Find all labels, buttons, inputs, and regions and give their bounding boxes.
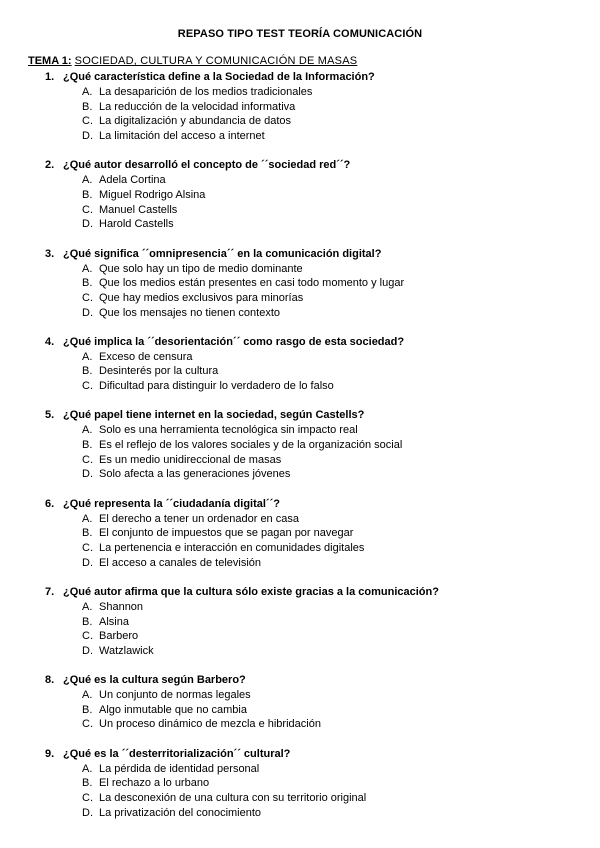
answer-option	[0, 379, 600, 394]
answer-option	[0, 85, 600, 100]
option-letter: A.	[82, 424, 93, 437]
question-number: 9.	[45, 747, 55, 760]
answer-option	[0, 644, 600, 659]
answer-option	[0, 364, 600, 379]
question-text: ¿Qué es la ´´desterritorialización´´ cultural?	[63, 747, 291, 760]
option-text: Desinterés por la cultura	[99, 365, 219, 378]
option-text: Un conjunto de normas legales	[99, 689, 251, 702]
option-text: El rechazo a lo urbano	[99, 777, 210, 790]
answer-option	[0, 717, 600, 732]
option-letter: C.	[82, 630, 93, 643]
option-text: El derecho a tener un ordenador en casa	[99, 512, 299, 525]
option-letter: B.	[82, 615, 93, 628]
option-text: Manuel Castells	[99, 203, 178, 216]
question-heading	[0, 158, 600, 173]
question-4	[0, 335, 600, 394]
question-8	[0, 673, 600, 732]
question-number: 3.	[45, 247, 55, 260]
option-text: Adela Cortina	[99, 174, 166, 187]
option-text: Shannon	[99, 600, 144, 613]
answer-option	[0, 276, 600, 291]
option-letter: B.	[82, 188, 93, 201]
question-9	[0, 747, 600, 821]
option-text: El conjunto de impuestos que se pagan por navegar	[99, 527, 354, 540]
question-heading	[0, 497, 600, 512]
question-text: ¿Qué implica la ´´desorientación´´ como rasgo de esta sociedad?	[63, 335, 405, 348]
option-text: Harold Castells	[99, 218, 174, 231]
option-letter: A.	[82, 262, 93, 275]
answer-option	[0, 791, 600, 806]
option-text: La desconexión de una cultura con su territorio original	[99, 792, 367, 804]
option-text: La pérdida de identidad personal	[99, 762, 260, 775]
option-text: Que solo hay un tipo de medio dominante	[99, 262, 303, 275]
option-letter: D.	[82, 644, 93, 657]
option-text: Que los mensajes no tienen contexto	[99, 306, 281, 319]
option-letter: B.	[82, 527, 93, 540]
question-heading	[0, 408, 600, 423]
answer-option	[0, 423, 600, 438]
option-letter: C.	[82, 380, 93, 393]
section-heading	[28, 55, 357, 67]
option-letter: A.	[82, 600, 93, 613]
option-letter: C.	[82, 792, 93, 804]
option-text: Alsina	[99, 615, 129, 628]
option-text: Miguel Rodrigo Alsina	[99, 188, 206, 201]
question-text: ¿Qué papel tiene internet en la sociedad, según Castells?	[63, 409, 365, 422]
question-6	[0, 497, 600, 571]
section-title: SOCIEDAD, CULTURA Y COMUNICACIÓN DE MASAS	[74, 55, 358, 67]
option-letter: D.	[82, 130, 93, 143]
option-letter: C.	[82, 115, 93, 128]
question-heading	[0, 585, 600, 600]
option-text: Barbero	[99, 630, 139, 643]
answer-option	[0, 114, 600, 129]
answer-option	[0, 762, 600, 777]
option-letter: D.	[82, 218, 93, 231]
answer-option	[0, 600, 600, 615]
answer-option	[0, 703, 600, 718]
option-text: Exceso de censura	[99, 350, 193, 363]
question-number: 7.	[45, 585, 55, 598]
option-letter: D.	[82, 306, 93, 319]
question-text: ¿Qué autor afirma que la cultura sólo existe gracias a la comunicación?	[63, 585, 439, 598]
question-number: 5.	[45, 409, 55, 422]
option-text: Que los medios están presentes en casi todo momento y lugar	[99, 277, 405, 290]
answer-option	[0, 203, 600, 218]
option-letter: A.	[82, 174, 93, 187]
answer-option	[0, 512, 600, 527]
answer-option	[0, 688, 600, 703]
answer-option	[0, 541, 600, 556]
question-number: 2.	[45, 159, 55, 172]
question-text: ¿Qué es la cultura según Barbero?	[63, 674, 246, 687]
page-title: REPASO TIPO TEST TEORÍA COMUNICACIÓN	[177, 28, 423, 40]
option-letter: A.	[82, 512, 93, 525]
answer-option	[0, 526, 600, 541]
option-letter: D.	[82, 556, 93, 569]
option-text: La reducción de la velocidad informativa	[99, 100, 296, 113]
question-text: ¿Qué significa ´´omnipresencia´´ en la comunicación digital?	[63, 247, 382, 260]
answer-option	[0, 100, 600, 115]
option-letter: B.	[82, 365, 93, 378]
answer-option	[0, 806, 600, 821]
question-heading	[0, 70, 600, 85]
question-text: ¿Qué característica define a la Sociedad de la Información?	[63, 71, 375, 83]
option-letter: A.	[82, 689, 93, 702]
option-text: La limitación del acceso a internet	[99, 130, 265, 143]
option-text: La pertenencia e interacción en comunidades digitales	[99, 541, 365, 554]
answer-option	[0, 188, 600, 203]
answer-option	[0, 217, 600, 232]
question-2	[0, 158, 600, 232]
question-heading	[0, 335, 600, 350]
option-letter: B.	[82, 100, 93, 113]
option-letter: C.	[82, 453, 93, 466]
question-number: 8.	[45, 674, 55, 687]
option-text: Es el reflejo de los valores sociales y de la organización social	[99, 439, 403, 451]
question-text: ¿Qué autor desarrolló el concepto de ´´sociedad red´´?	[63, 159, 351, 172]
option-letter: A.	[82, 350, 93, 363]
answer-option	[0, 615, 600, 630]
option-text: Un proceso dinámico de mezcla e hibridación	[99, 718, 321, 731]
option-text: La privatización del conocimiento	[99, 806, 262, 819]
answer-option	[0, 629, 600, 644]
option-text: Algo inmutable que no cambia	[99, 703, 247, 716]
option-text: La desaparición de los medios tradicionales	[99, 86, 313, 98]
answer-option	[0, 129, 600, 144]
section-label: TEMA 1:	[28, 55, 72, 67]
option-letter: D.	[82, 468, 93, 481]
option-letter: B.	[82, 277, 93, 290]
option-letter: A.	[82, 762, 93, 775]
question-heading	[0, 747, 600, 762]
option-letter: C.	[82, 291, 93, 304]
option-text: Watzlawick	[99, 644, 154, 657]
question-list	[0, 70, 600, 835]
option-text: La digitalización y abundancia de datos	[99, 115, 292, 128]
answer-option	[0, 350, 600, 365]
question-number: 1.	[45, 71, 55, 83]
option-text: Que hay medios exclusivos para minorías	[99, 291, 304, 304]
question-heading	[0, 247, 600, 262]
question-number: 4.	[45, 335, 55, 348]
answer-option	[0, 467, 600, 482]
question-5	[0, 408, 600, 482]
option-letter: A.	[82, 86, 93, 98]
option-letter: B.	[82, 703, 93, 716]
answer-option	[0, 453, 600, 468]
answer-option	[0, 173, 600, 188]
option-text: Solo es una herramienta tecnológica sin impacto real	[99, 424, 358, 437]
question-number: 6.	[45, 497, 55, 510]
option-text: Solo afecta a las generaciones jóvenes	[99, 468, 291, 481]
answer-option	[0, 291, 600, 306]
option-letter: B.	[82, 439, 93, 451]
option-text: Es un medio unidireccional de masas	[99, 453, 282, 466]
option-text: El acceso a canales de televisión	[99, 556, 262, 569]
answer-option	[0, 306, 600, 321]
question-1	[0, 70, 600, 144]
option-letter: C.	[82, 718, 93, 731]
question-heading	[0, 673, 600, 688]
option-text: Dificultad para distinguir lo verdadero de lo falso	[99, 380, 334, 393]
option-letter: D.	[82, 806, 93, 819]
question-text: ¿Qué representa la ´´ciudadanía digital´´?	[63, 497, 280, 510]
option-letter: C.	[82, 541, 93, 554]
option-letter: C.	[82, 203, 93, 216]
answer-option	[0, 556, 600, 571]
answer-option	[0, 438, 600, 453]
question-3	[0, 247, 600, 321]
question-7	[0, 585, 600, 659]
option-letter: B.	[82, 777, 93, 790]
answer-option	[0, 776, 600, 791]
answer-option	[0, 262, 600, 277]
